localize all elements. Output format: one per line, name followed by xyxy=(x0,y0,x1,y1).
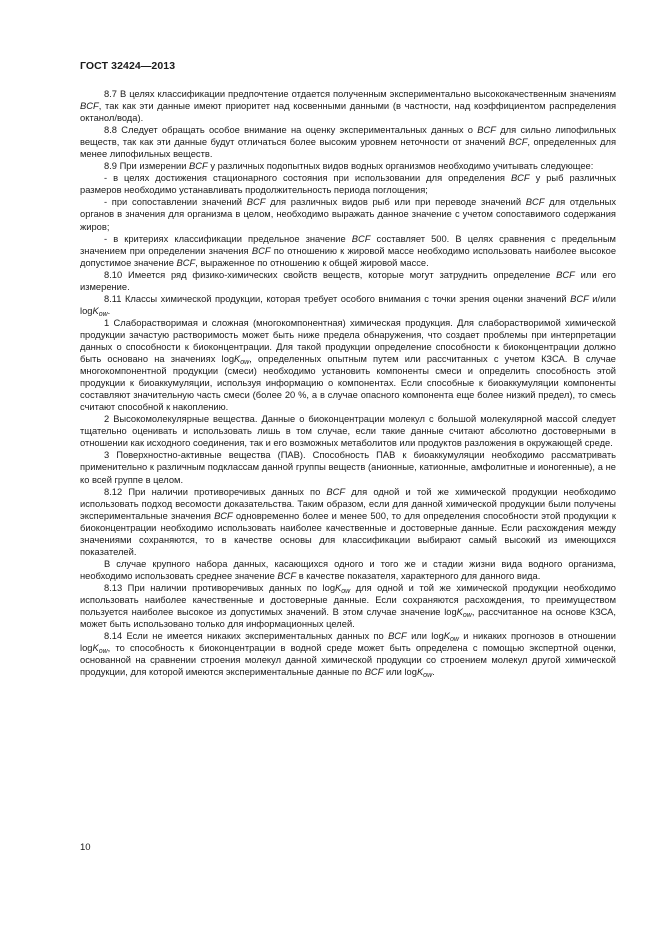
text-segment: 1 Слаборастворимая и сложная (многокомпонентная) химическая продукция. Для слаборастворимой химической продукции зачастую растворимость может быть ниже предела обнаружения, что создает проблемы при интерпретации данных о способности к биоконцентрации. Для такой продукции определение способности к биоконцентрации должно быть основано на значениях log xyxy=(80,317,616,365)
paragraph xyxy=(80,413,616,449)
text-segment: для различных видов рыб или при переводе значений xyxy=(265,197,526,208)
paragraph xyxy=(80,269,616,293)
italic-term: BCF xyxy=(277,570,297,581)
italic-term: K xyxy=(443,631,450,642)
paragraph xyxy=(80,558,616,582)
text-segment: - в целях достижения стационарного состояния при использовании для определения xyxy=(104,173,511,184)
text-segment: 3 Поверхностно-активные вещества (ПАВ). Способность ПАВ к биоаккумуляции необходимо рассматривать применительно к различным подклассам данной группы веществ (анионные, катионные, амфолитные и ионогенные), а не ко всей группе в целом. xyxy=(80,450,616,485)
italic-term: BCF xyxy=(364,667,384,678)
text-segment: или log xyxy=(406,631,444,642)
text-segment: , определенных опытным путем или рассчитанных с учетом КЗСА. В случае многокомпонентной продукции (смеси) необходимо установить компоненты смеси и определить способность этой продукции к биоаккумуляции, используя информацию о компонентах. Если способные к биоаккумуляции компоненты составляют значительную часть смеси (более 20 %, а в случае опасного компонента еще более низкий предел), то смесь считают способной к накоплению. xyxy=(80,354,616,413)
text-segment: . xyxy=(432,667,435,678)
italic-term: BCF xyxy=(80,101,99,112)
italic-term: BCF xyxy=(189,161,208,172)
subscript-text: ow xyxy=(423,672,433,680)
text-segment: одновременно более и менее 500, то для определения способности этой продукции к биоконцентрации необходимо использовать наиболее качественные и достоверные данные. Если расхождения между значениями сохраняются, то в качестве основы для классификации выбирают самый высокий из имеющихся показателей. xyxy=(80,510,617,557)
text-segment: - в критериях классификации предельное значение xyxy=(104,233,352,244)
paragraph xyxy=(80,449,616,485)
text-segment: для отдельных органов в значения для организма в целом, необходимо выражать данное значение с учетом сопоставимого содержания жиров; xyxy=(80,197,616,232)
subscript-text: ow xyxy=(462,612,472,620)
text-segment: составляет 500. В целях сравнения с предельным значением при определении значения xyxy=(80,233,616,256)
text-segment: у рыб различных размеров необходимо устанавливать продолжительность периода поглощения; xyxy=(80,173,616,196)
italic-term: BCF xyxy=(570,293,589,304)
text-segment: , определенных для менее липофильных веществ. xyxy=(80,137,617,160)
italic-term: K xyxy=(92,643,99,654)
text-segment: и/или log xyxy=(80,293,616,316)
text-segment: В случае крупного набора данных, касающихся одного и того же и стадии жизни вида водного организма, необходимо использовать среднее значение xyxy=(80,558,616,581)
paragraph xyxy=(80,486,616,558)
italic-term: BCF xyxy=(525,197,545,208)
text-segment: , выраженное по отношению к общей жировой массе. xyxy=(195,257,429,268)
paragraph xyxy=(80,172,616,196)
text-segment: и никаких прогнозов в отношении log xyxy=(80,631,616,654)
italic-term: BCF xyxy=(556,269,575,280)
text-segment: для сильно липофильных веществ, так как эти данные будут отличаться более высоким уровнем неточности от значений xyxy=(80,125,616,148)
italic-term: K xyxy=(456,607,463,618)
italic-term: BCF xyxy=(251,245,271,256)
text-segment: 2 Высокомолекулярные вещества. Данные о биоконцентрации молекул с большой молекулярной массой следует тщательно оценивать и использовать лишь в том случае, если такие данные считают абсолютно достоверными в отношении как исходного соединения, так и его возможных метаболитов или продуктов разложения в окружающей среде. xyxy=(80,414,616,449)
text-segment: , то способность к биоконцентрации в водной среде может быть определена с помощью экспертной оценки, основанной на сравнении строения молекул данной химической продукции со строением молекул другой химической продукции, для которой имеются экспериментальные данные по xyxy=(80,643,616,678)
paragraph xyxy=(80,88,616,124)
text-segment: , так как эти данные имеют приоритет над косвенными данными (в частности, над коэффициентом распределения октанол/вода). xyxy=(80,101,616,124)
text-segment: по отношению к жировой массе необходимо использовать наиболее высокое допустимое значение xyxy=(80,245,617,268)
subscript-text: ow xyxy=(240,359,250,367)
text-segment: . xyxy=(107,305,111,316)
italic-term: BCF xyxy=(246,197,266,208)
text-segment: 8.14 Если не имеется никаких экспериментальных данных по xyxy=(104,631,389,642)
text-segment: 8.8 Следует обращать особое внимание на оценку экспериментальных данных о xyxy=(104,125,478,136)
subscript-text: ow xyxy=(450,636,459,644)
paragraph xyxy=(80,196,616,232)
text-segment: для одной и той же химической продукции необходимо использовать наиболее качественные и достоверные данные. Если сохраняются расхождения, то преимуществом пользуется наиболее высокое из допустимых значений. В этом случае значение log xyxy=(80,582,616,618)
subscript-text: ow xyxy=(341,587,351,595)
paragraph xyxy=(80,124,616,160)
page-number: 10 xyxy=(80,842,91,853)
italic-term: K xyxy=(416,667,424,678)
text-segment: , рассчитанное на основе КЗСА, может быть использовано только для информационных целей. xyxy=(80,607,616,630)
text-segment: 8.9 При измерении xyxy=(104,161,190,172)
italic-term: BCF xyxy=(508,137,528,148)
paragraph xyxy=(80,160,616,172)
paragraph xyxy=(80,293,616,317)
paragraph xyxy=(80,317,616,413)
italic-term: BCF xyxy=(388,631,407,642)
italic-term: K xyxy=(335,582,342,593)
italic-term: K xyxy=(234,354,241,365)
text-segment: - при сопоставлении значений xyxy=(104,197,247,208)
subscript-text: ow xyxy=(98,310,108,318)
text-segment: 8.10 Имеется ряд физико-химических свойств веществ, которые могут затруднить определение xyxy=(104,269,557,280)
paragraph xyxy=(80,233,616,269)
text-segment: 8.12 При наличии противоречивых данных по xyxy=(104,486,327,497)
italic-term: BCF xyxy=(214,510,233,521)
text-segment: для одной и той же химической продукции необходимо использовать подход весомости доказательства. Таким образом, если для данной химической продукции были получены экспериментальные значения xyxy=(80,486,616,521)
document-body xyxy=(80,88,616,678)
text-segment: 8.11 Классы химической продукции, которая требует особого внимания с точки зрения оценки значений xyxy=(104,293,571,304)
text-segment: 8.7 В целях классификации предпочтение отдается полученным экспериментально высококачественным значениям xyxy=(104,89,616,99)
text-segment: 8.13 При наличии противоречивых данных по log xyxy=(104,582,336,593)
text-segment: у различных подопытных видов водных организмов необходимо учитывать следующее: xyxy=(207,161,594,172)
italic-term: BCF xyxy=(176,257,196,268)
document-header: ГОСТ 32424—2013 xyxy=(80,60,176,72)
italic-term: BCF xyxy=(351,233,371,244)
text-segment: или log xyxy=(383,667,417,678)
italic-term: K xyxy=(92,305,99,316)
text-segment: в качестве показателя, характерного для данного вида. xyxy=(296,570,541,581)
text-segment: или его измерение. xyxy=(80,269,616,292)
paragraph xyxy=(80,630,616,678)
italic-term: BCF xyxy=(510,173,530,184)
paragraph xyxy=(80,582,616,630)
italic-term: BCF xyxy=(326,486,346,497)
subscript-text: ow xyxy=(98,648,108,656)
italic-term: BCF xyxy=(477,125,496,136)
